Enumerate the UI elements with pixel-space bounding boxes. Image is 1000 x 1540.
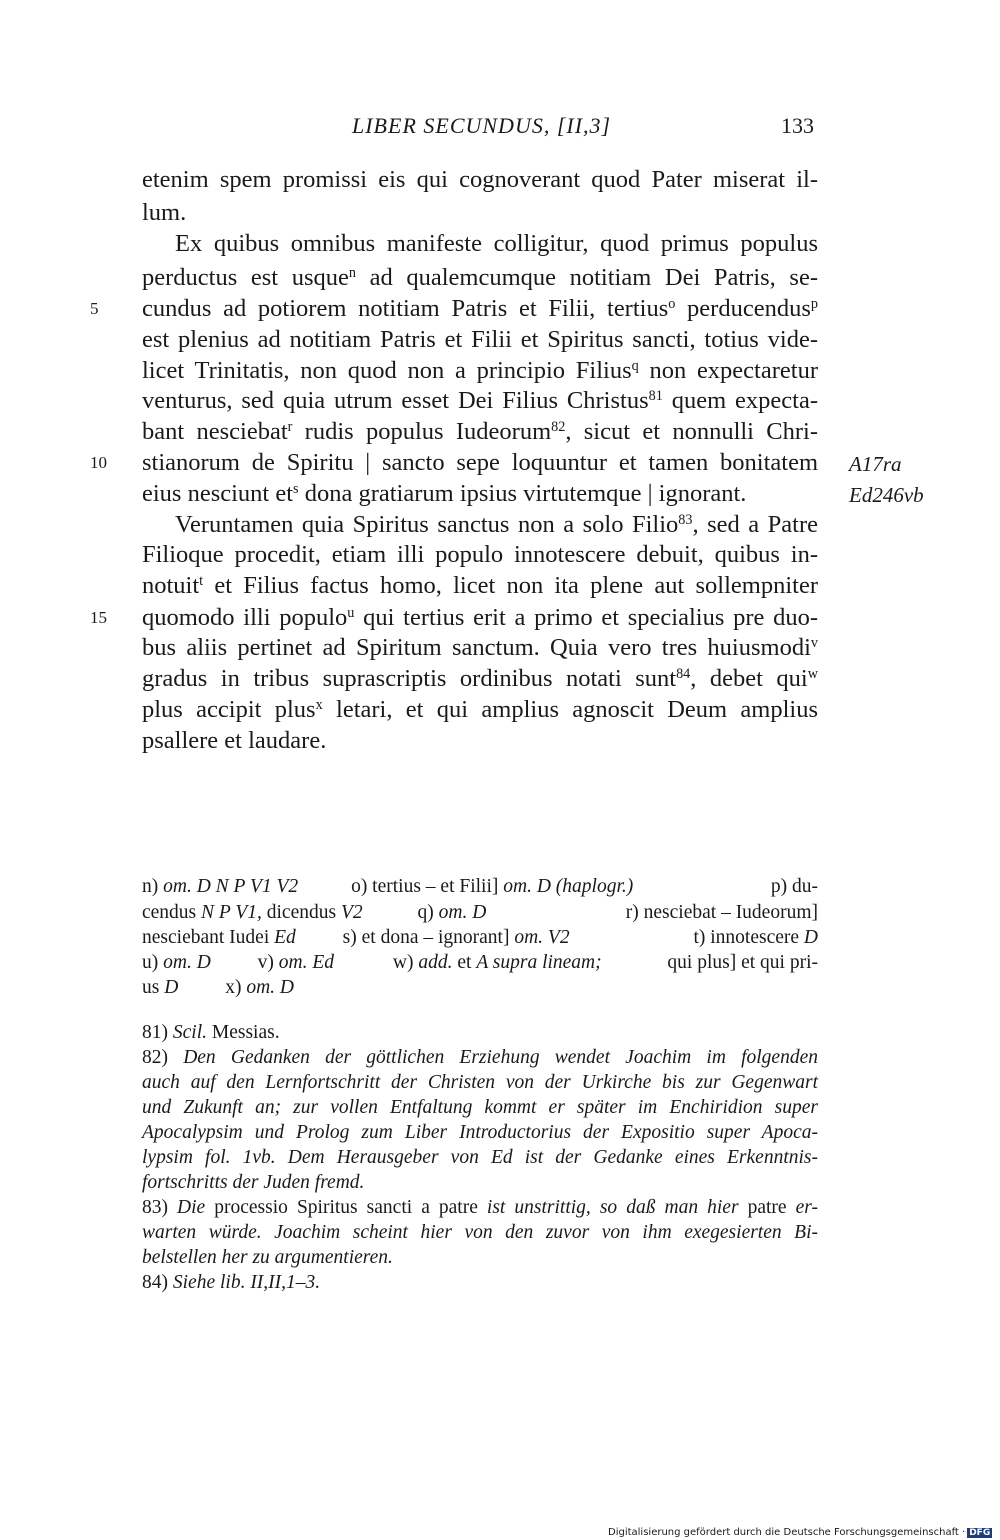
apparatus-ref: u (347, 605, 355, 622)
text-line: notuit$^t$ et Filius factus homo, licet non ita plene aut sollempniter (142, 572, 818, 599)
text-line: stianorum de Spiritu | sancto sepe loquuntur et tamen bonitatem (142, 449, 818, 476)
text-line: licet Trinitatis, non quod non a principio Filius$^q$ non expectaretur (142, 357, 818, 384)
apparatus-ref: q (631, 358, 639, 375)
apparatus-ref: p (810, 296, 818, 313)
footnote-line: belstellen her zu argumentieren. (142, 1247, 393, 1268)
text-line: perductus est usque$^n$ ad qualemcumque notitiam Dei Patris, se- (142, 264, 818, 291)
apparatus-line: n) om. D N P V1 V2 o) tertius – et Filii] om. D (haplogr.) p) du- (142, 876, 818, 897)
line-number: 5 (90, 299, 99, 318)
apparatus-ref: o (668, 296, 676, 313)
apparatus-ref: n (348, 265, 356, 282)
text-line: etenim spem promissi eis qui cognoverant quod Pater miserat il- (142, 166, 818, 193)
text-line: gradus in tribus suprascriptis ordinibus notati sunt$^{84}$, debet qui$^w$ (142, 665, 818, 692)
apparatus-line: nesciebant Iudei Ed s) et dona – ignorant] om. V2 t) innotescere D (142, 927, 818, 948)
dfg-logo: DFG (969, 1528, 991, 1538)
footnote-ref: 84 (676, 666, 691, 683)
page-number: 133 (781, 113, 814, 138)
apparatus-ref: s (293, 481, 299, 498)
text-line: venturus, sed quia utrum esset Dei Filius Christus$^{81}$ quem expecta- (142, 387, 818, 414)
footnote-line: fortschritts der Juden fremd. (142, 1172, 365, 1193)
footnote-line: warten würde. Joachim scheint hier von den zuvor von ihm exegesierten Bi- (142, 1222, 818, 1243)
footnote-ref: 81 (648, 388, 663, 405)
footnote-82: 82) Den Gedanken der göttlichen Erziehung wendet Joachim im folgenden (142, 1047, 818, 1068)
line-number: 15 (90, 608, 107, 627)
text-line: est plenius ad notitiam Patris et Filii et Spiritus sancti, totius vide- (142, 326, 818, 353)
footnote-84: 84) Siehe lib. II,II,1–3. (142, 1272, 321, 1293)
footnote-81: 81) Scil. Messias. (142, 1022, 280, 1043)
text-line: lum. (142, 199, 187, 226)
apparatus-ref: w (807, 666, 818, 683)
apparatus-ref: t (199, 573, 204, 590)
apparatus-line: u) om. D v) om. Ed w) add. et A supra lineam; qui plus] et qui pri- (142, 952, 818, 973)
digitization-credit: Digitalisierung gefördert durch die Deutsche Forschungsgemeinschaft · DFG (608, 1527, 991, 1538)
running-title: LIBER SECUNDUS, [II,3] (352, 113, 612, 138)
apparatus-ref: x (315, 697, 323, 714)
text-line: Filioque procedit, etiam illi populo innotescere debuit, quibus in- (142, 541, 818, 568)
footnote-line: auch auf den Lernfortschritt der Christen von der Urkirche bis zur Gegenwart (142, 1072, 818, 1093)
footnote-83: 83) Die processio Spiritus sancti a patre ist unstrittig, so daß man hier patre er- (142, 1197, 818, 1218)
footnote-ref: 82 (551, 419, 566, 436)
footnote-ref: 83 (678, 512, 693, 529)
text-line: plus accipit plus$^x$ letari, et qui amplius agnoscit Deum amplius (142, 696, 819, 723)
text-line: bus aliis pertinet ad Spiritum sanctum. Quia vero tres huiusmodi$^v$ (142, 634, 818, 661)
footnote-line: Apocalypsim und Prolog zum Liber Introductorius der Expositio super Apoca- (142, 1122, 818, 1143)
apparatus-ref: r (287, 419, 293, 436)
text-line: cundus ad potiorem notitiam Patris et Filii, tertius$^o$ perducendus$^p$ (142, 295, 818, 322)
text-line: psallere et laudare. (142, 727, 327, 754)
text-line: eius nesciunt $et^s$ dona gratiarum ipsius virtutemque | ignorant. (142, 480, 747, 507)
text-line: Ex quibus omnibus manifeste colligitur, quod primus populus (175, 230, 818, 257)
footnote-line: und Zukunft an; zur vollen Entfaltung kommt er später im Enchiridion super (142, 1097, 818, 1118)
apparatus-line: us D x) om. D (142, 977, 294, 998)
line-number: 10 (90, 453, 107, 472)
footnote-line: lypsim fol. 1vb. Dem Herausgeber von Ed ist der Gedanke eines Erkenntnis- (142, 1147, 818, 1168)
margin-folio-note: A17ra (849, 452, 902, 476)
apparatus-ref: v (810, 635, 818, 652)
page-header (0, 113, 1000, 143)
text-line: bant nesciebat$^r$ rudis populus Iudeorum$^{82}$, sicut et nonnulli Chri- (142, 418, 819, 445)
text-line: Veruntamen quia Spiritus sanctus non a solo Filio$^{83}$, sed a Patre (175, 511, 818, 538)
margin-folio-note: Ed246vb (849, 483, 924, 507)
text-line: quomodo illi populo$^u$ qui tertius erit a primo et specialius pre duo- (142, 604, 818, 631)
apparatus-line: cendus N P V1, dicendus V2 q) om. D r) nesciebat – Iudeorum] (142, 902, 818, 923)
